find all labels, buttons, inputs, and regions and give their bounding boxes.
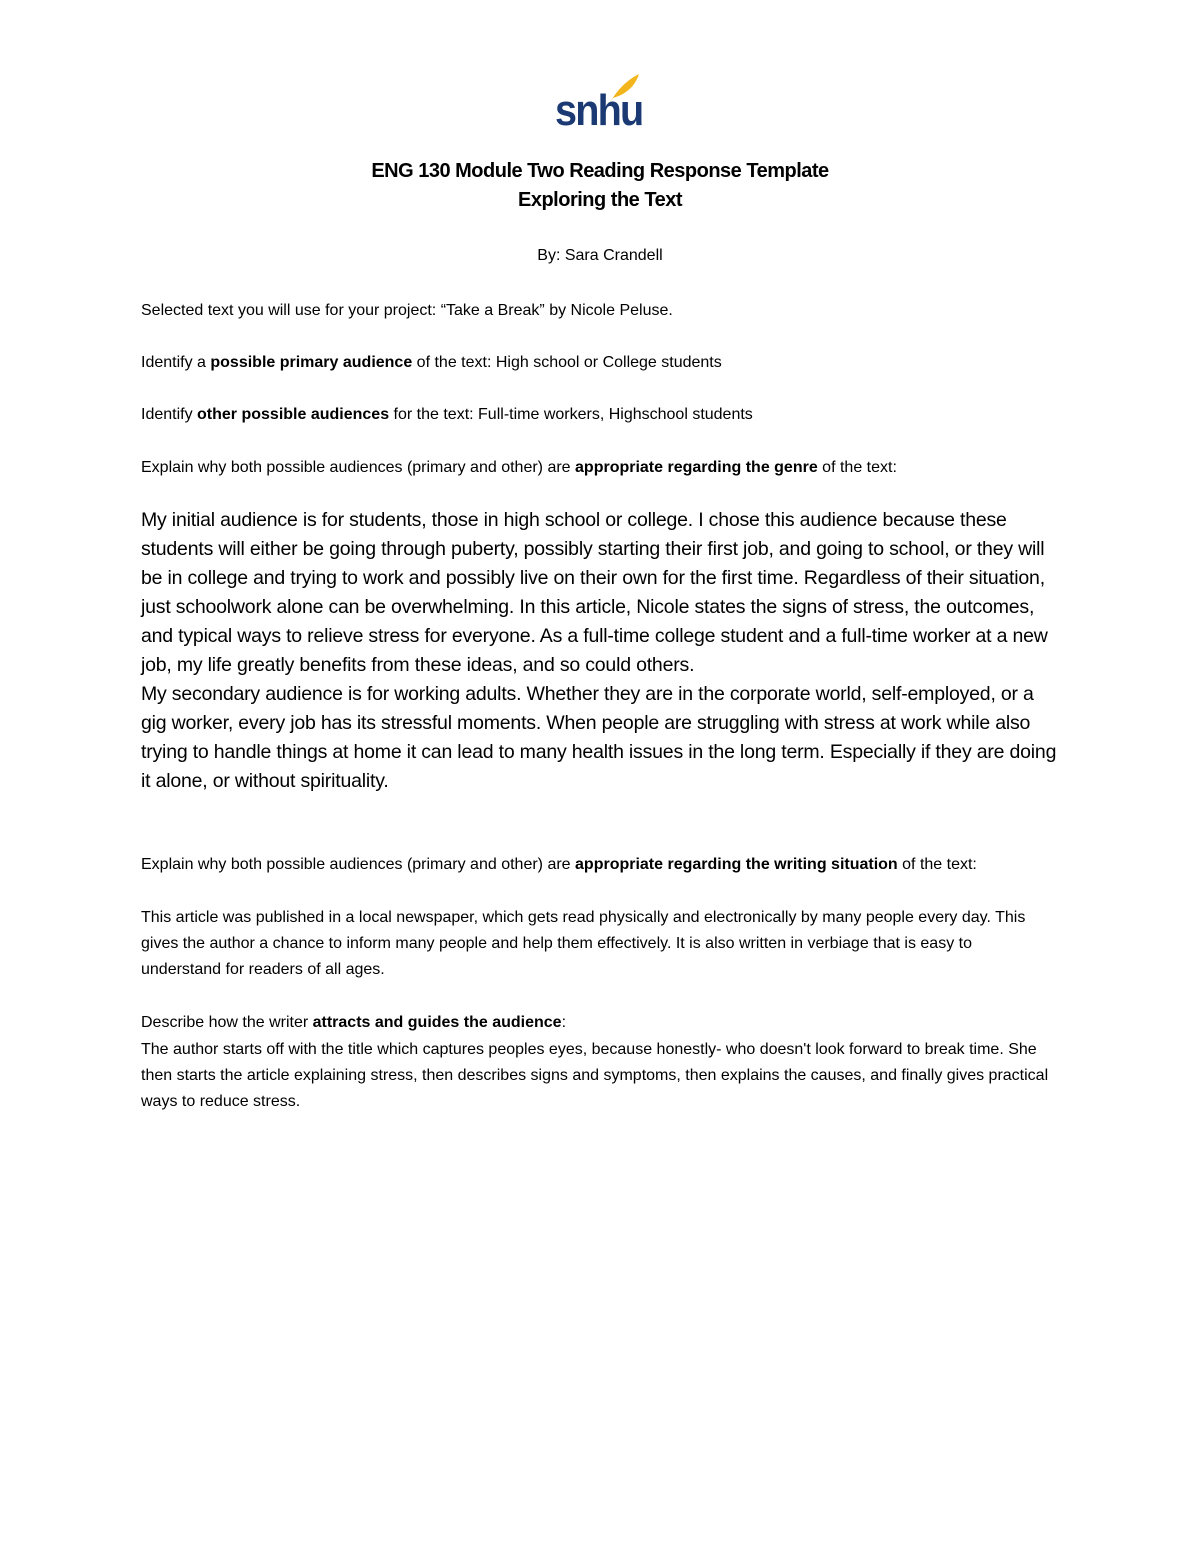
prompt-text: Identify (141, 406, 198, 423)
selected-label: Selected text you will use for your project: (141, 302, 441, 319)
snhu-logo (555, 72, 645, 134)
prompt-text: Explain why both possible audiences (primary and other) are (141, 856, 576, 873)
answer-text: Full-time workers, Highschool students (478, 406, 753, 423)
other-audience-line (141, 402, 1061, 428)
prompt-bold: possible primary audience (210, 354, 413, 371)
answer-text: My secondary audience is for working adults. Whether they are in the corporate world, self-employed, or a gig worker, every job has its stressful moments. When people are struggling with stress at work while also trying to handle things at home it can lead to many health issues in the long term. Especially if they are doing it alone, or without spirituality. (141, 683, 1057, 792)
situation-answer: This article was published in a local newspaper, which gets read physically and electronically by many people every day. This gives the author a chance to inform many people and help them effectively. It is also written in verbiage that is easy to understand for readers of all ages. (141, 909, 1026, 978)
prompt-text: of the text: (897, 856, 977, 873)
prompt-bold: appropriate regarding the writing situation (575, 856, 898, 873)
prompt-bold: appropriate regarding the genre (575, 459, 818, 476)
situation-prompt (141, 852, 1001, 878)
prompt-bold: other possible audiences (197, 406, 390, 423)
prompt-text: Describe how the writer (141, 1014, 313, 1031)
answer-text: High school or College students (495, 354, 722, 371)
prompt-text: of the text: (817, 459, 897, 476)
attracts-prompt (141, 1010, 1061, 1036)
author-line: By: Sara Crandell (537, 247, 663, 264)
genre-prompt (141, 455, 1041, 481)
prompt-text: : (561, 1014, 567, 1031)
prompt-text: of the text: (412, 354, 496, 371)
primary-audience-line (141, 350, 1061, 376)
prompt-text: for the text: (389, 406, 479, 423)
selected-text-line (141, 298, 1061, 324)
prompt-text: Identify a (141, 354, 211, 371)
answer-text: My initial audience is for students, those in high school or college. I chose this audience because these students will either be going through puberty, possibly starting their first job, and going to school, or they will be in college and trying to work and possibly live on their own for the first time. Regardless of their situation, just schoolwork alone can be overwhelming. In this article, Nicole states the signs of stress, the outcomes, and typical ways to relieve stress for everyone. As a full-time college student and a full-time worker at a new job, my life greatly benefits from these ideas, and so could others. (141, 509, 1048, 676)
prompt-text: Explain why both possible audiences (primary and other) are (141, 459, 576, 476)
document-title: ENG 130 Module Two Reading Response Template (371, 160, 829, 182)
attracts-answer: The author starts off with the title which captures peoples eyes, because honestly- who doesn't look forward to break time. She then starts the article explaining stress, then describes signs and symptoms, then explains the causes, and finally gives practical ways to reduce stress. (141, 1041, 1049, 1110)
document-subtitle: Exploring the Text (518, 189, 682, 211)
genre-answer-1 (141, 506, 1061, 796)
prompt-bold: attracts and guides the audience (312, 1014, 562, 1031)
logo-text: snhu (555, 86, 643, 135)
selected-value: “Take a Break” by Nicole Peluse. (440, 302, 673, 319)
